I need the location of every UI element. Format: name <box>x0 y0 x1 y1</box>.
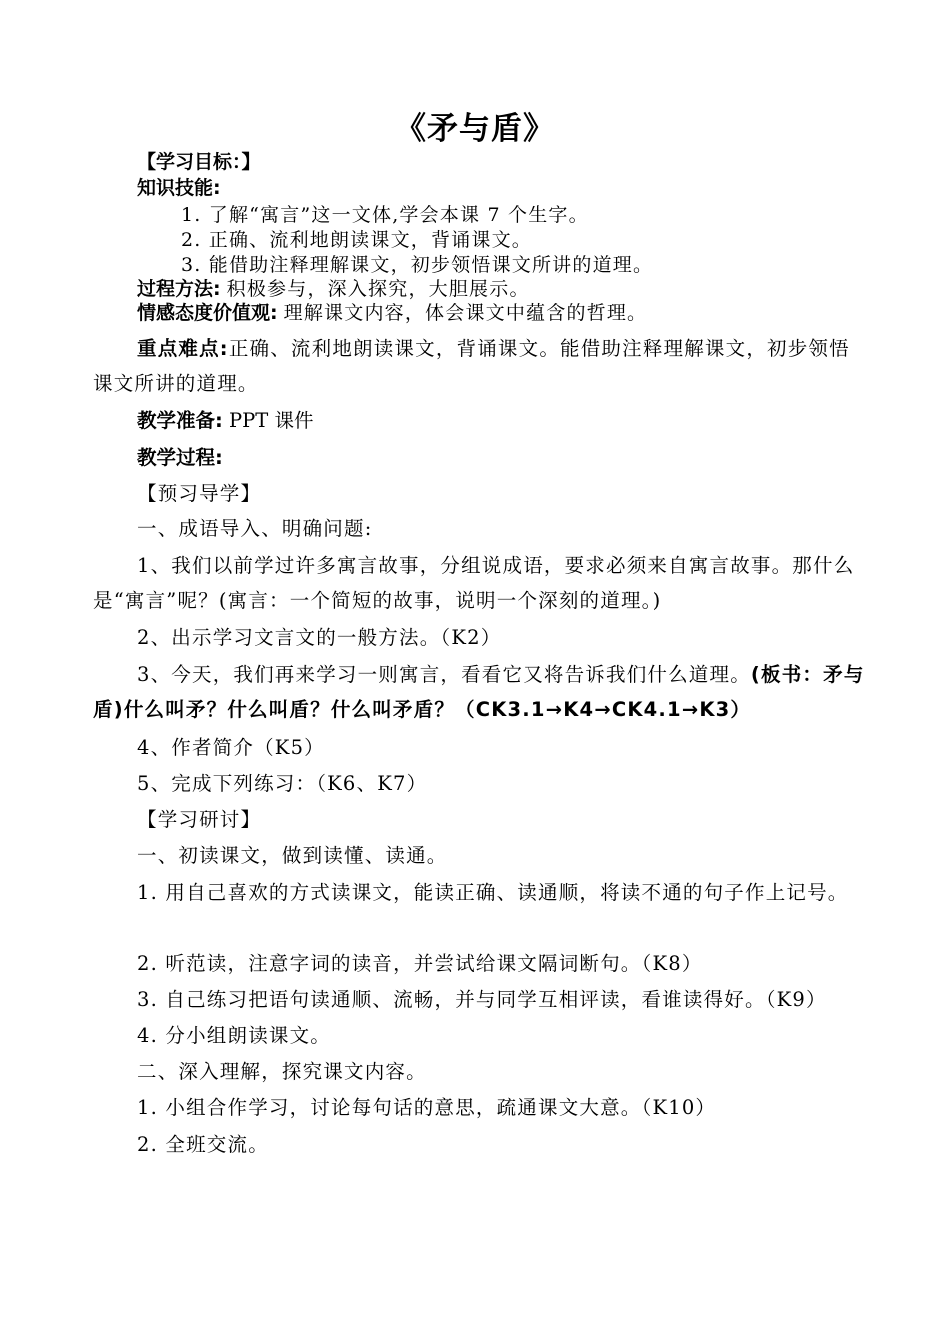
study-item: 2. 全班交流。 <box>137 1133 269 1156</box>
process-heading: 教学过程: <box>137 446 223 469</box>
study-item: 3. 自己练习把语句读通顺、流畅，并与同学互相评读，看谁读得好。（K9） <box>137 988 827 1011</box>
study-subheading-1: 一、初读课文，做到读懂、读通。 <box>137 844 448 867</box>
process-text: 积极参与，深入探究，大胆展示。 <box>226 278 530 300</box>
objectives-heading: 【学习目标：】 <box>137 151 261 173</box>
emotion-text: 理解课文内容，体会课文中蕴含的哲理。 <box>283 302 648 324</box>
preview-item-3-text: 3、今天，我们再来学习一则寓言，看看它又将告诉我们什么道理。 <box>137 663 751 686</box>
preview-item-1-text: 1、我们以前学过许多寓言故事，分组说成语，要求必须来自寓言故事。那什么是“寓言”呢？(寓言：一个简短的故事，说明一个深刻的道理。) <box>93 554 855 612</box>
knowledge-item: 3. 能借助注释理解课文，初步领悟课文所讲的道理。 <box>181 254 654 276</box>
preparation-label: 教学准备: <box>137 409 223 432</box>
knowledge-item: 1. 了解“寓言”这一文体,学会本课 7 个生字。 <box>181 204 589 226</box>
preview-item-5: 5、完成下列练习：（K6、K7） <box>137 772 428 795</box>
study-item: 1. 用自己喜欢的方式读课文，能读正确、读通顺，将读不通的句子作上记号。 <box>137 881 849 904</box>
study-item: 4. 分小组朗读课文。 <box>137 1024 332 1047</box>
preview-item-3 <box>93 657 868 727</box>
key-points-label: 重点难点: <box>137 337 229 360</box>
preview-item-2: 2、出示学习文言文的一般方法。（K2） <box>137 626 502 649</box>
preview-item-3-questions: 什么叫矛？什么叫盾？什么叫矛盾？（CK3.1→K4→CK4.1→K3） <box>123 698 752 721</box>
study-heading: 【学习研讨】 <box>137 808 262 831</box>
process-method <box>137 277 530 301</box>
process-label: 过程方法: <box>137 278 221 300</box>
document-title: 《矛与盾》 <box>395 111 555 147</box>
study-item: 2. 听范读，注意字词的读音，并尝试给课文隔词断句。（K8） <box>137 952 703 975</box>
blackboard-note: (板书：矛与盾) <box>93 663 865 721</box>
preview-subheading: 一、成语导入、明确问题: <box>137 517 373 540</box>
study-item: 1. 小组合作学习，讨论每句话的意思，疏通课文大意。（K10） <box>137 1096 717 1119</box>
knowledge-label: 知识技能: <box>137 177 221 199</box>
key-points-text: 正确、流利地朗读课文，背诵课文。能借助注释理解课文，初步领悟课文所讲的道理。 <box>93 337 850 395</box>
study-subheading-2: 二、深入理解，探究课文内容。 <box>137 1060 427 1083</box>
emotion-values <box>137 301 647 325</box>
knowledge-item: 2. 正确、流利地朗读课文，背诵课文。 <box>181 229 532 251</box>
preview-heading: 【预习导学】 <box>137 482 262 505</box>
preview-item-1 <box>93 548 868 618</box>
preview-item-4: 4、作者简介（K5） <box>137 736 325 759</box>
preparation-text: PPT 课件 <box>229 409 314 432</box>
emotion-label: 情感态度价值观: <box>137 302 278 324</box>
key-points-paragraph <box>93 331 868 401</box>
preparation <box>137 409 313 433</box>
